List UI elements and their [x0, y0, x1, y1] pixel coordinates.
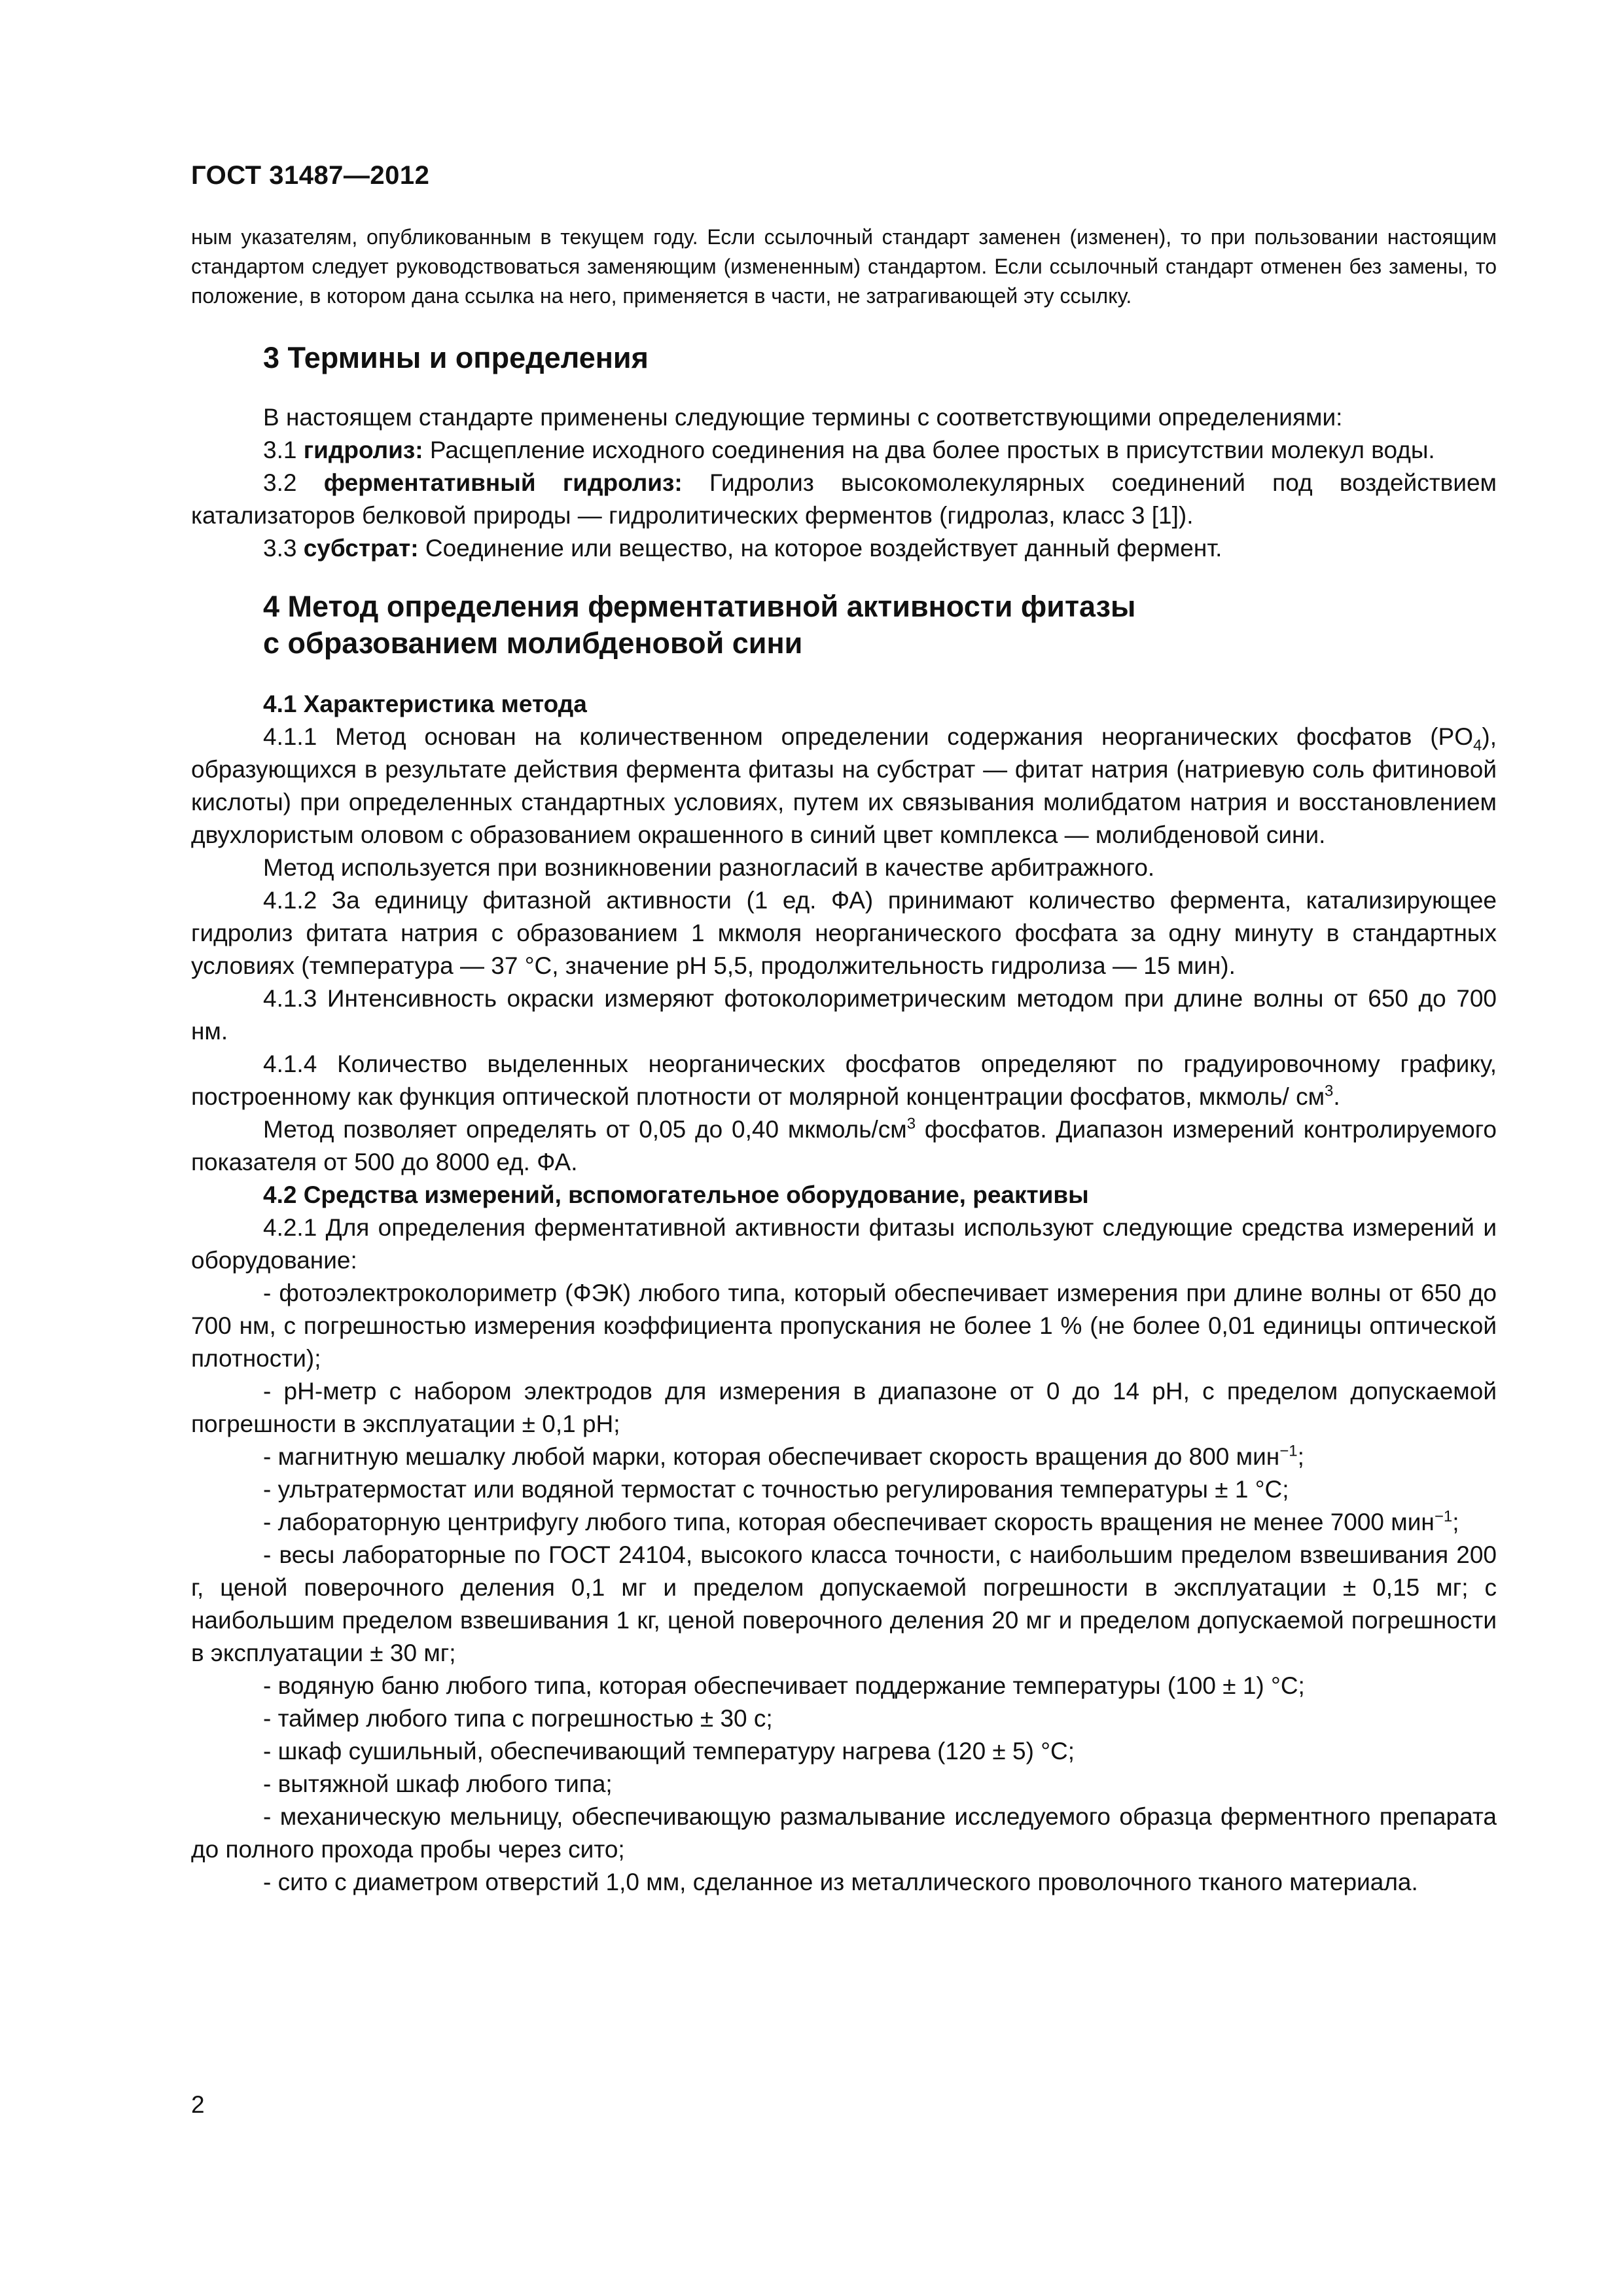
- paragraph-4-1-4-range: [191, 1113, 1497, 1179]
- paragraph-4-1-3: 4.1.3 Интенсивность окраски измеряют фотоколориметрическим методом при длине волны от 650 до 700 нм.: [191, 985, 1497, 1045]
- text-run: ;: [1297, 1443, 1304, 1470]
- subsection-4-1-title: 4.1 Характеристика метода: [263, 691, 587, 717]
- term-3-2: [191, 467, 1497, 532]
- list-item-mill: - механическую мельницу, обеспечивающую размалывание исследуемого образца ферментного препарата до полного прохода пробы через сито;: [191, 1803, 1497, 1863]
- list-item-sieve: - сито с диаметром отверстий 1,0 мм, сделанное из металлического проволочного тканого материала.: [263, 1869, 1418, 1895]
- list-item-drying-cabinet: - шкаф сушильный, обеспечивающий температуру нагрева (120 ± 5) °С;: [263, 1738, 1075, 1765]
- text-run: ;: [1452, 1509, 1459, 1535]
- subsection-4-2-title: 4.2 Средства измерений, вспомогательное оборудование, реактивы: [263, 1181, 1089, 1208]
- document-header: ГОСТ 31487—2012: [191, 161, 430, 190]
- text-run: - магнитную мешалку любой марки, которая обеспечивает скорость вращения до 800 мин: [263, 1443, 1280, 1470]
- text-run: - лабораторную центрифугу любого типа, которая обеспечивает скорость вращения не менее 7000 мин: [263, 1509, 1435, 1535]
- text-run: .: [1333, 1083, 1340, 1110]
- paragraph-4-2-1: 4.2.1 Для определения ферментативной активности фитазы используют следующие средства измерений и оборудование:: [191, 1214, 1497, 1274]
- list-item-photocolorimeter: - фотоэлектроколориметр (ФЭК) любого типа, который обеспечивает измерения при длине волны от 650 до 700 нм, с погрешностью измерения коэффициента пропускания не более 1 % (не более 0,01 единицы оптической плотности);: [191, 1280, 1497, 1372]
- paragraph-4-1-1: [191, 721, 1497, 852]
- term-name: ферментативный гидролиз:: [323, 469, 683, 496]
- superscript: 3: [1325, 1082, 1334, 1100]
- list-item-timer: - таймер любого типа с погрешностью ± 30 с;: [263, 1705, 773, 1732]
- term-number: 3.2: [263, 469, 297, 496]
- intro-paragraph: ным указателям, опубликованным в текущем году. Если ссылочный стандарт заменен (изменен), то при пользовании настоящим стандартом следует руководствоваться заменяющим (измененным) стандартом. Если ссылочный стандарт отменен без замены, то положение, в котором дана ссылка на него, применяется в части, не затрагивающей эту ссылку.: [191, 225, 1497, 308]
- section-3-lead: В настоящем стандарте применены следующие термины с соответствующими определениями:: [263, 404, 1343, 431]
- term-definition: Гидролиз высокомолекулярных соединений под воздействием катализаторов белковой природы — гидролитических ферментов (гидролаз, класс 3 [1]).: [191, 469, 1497, 529]
- list-item-scales: - весы лабораторные по ГОСТ 24104, высокого класса точности, с наибольшим пределом взвешивания 200 г, ценой поверочного деления 0,1 мг и пределом допускаемой погрешности в эксплуатации ± 0,15 мг; с наибольшим пределом взвешивания 1 кг, ценой поверочного деления 20 мг и пределом допускаемой погрешности в эксплуатации ± 30 мг;: [191, 1541, 1497, 1666]
- term-definition: Соединение или вещество, на которое воздействует данный фермент.: [425, 535, 1222, 562]
- text-run: 4.1.1 Метод основан на количественном определении содержания неорганических фосфатов (PO: [263, 723, 1474, 750]
- term-3-3: [191, 532, 1497, 565]
- section-3-title: 3 Термины и определения: [263, 341, 649, 374]
- paragraph-4-1-1-arbitration: Метод используется при возникновении разногласий в качестве арбитражного.: [263, 854, 1155, 881]
- text-run: 4.1.4 Количество выделенных неорганических фосфатов определяют по градуировочному графику, построенному как функция оптической плотности от молярной концентрации фосфатов, мкмоль/ см: [191, 1050, 1497, 1110]
- text-run: ), образующихся в результате действия фермента фитазы на субстрат — фитат натрия (натриевую соль фитиновой кислоты) при определенных стандартных условиях, путем их связывания молибдатом натрия и восстановлением двухлористым оловом с образованием окрашенного в синий цвет комплекса — молибденовой сини.: [191, 723, 1497, 848]
- paragraph-4-1-2: 4.1.2 За единицу фитазной активности (1 ед. ФА) принимают количество фермента, катализирующее гидролиз фитата натрия с образованием 1 мкмоля неорганического фосфата за одну минуту в стандартных условиях (температура — 37 °С, значение рН 5,5, продолжительность гидролиза — 15 мин).: [191, 887, 1497, 979]
- list-item-centrifuge: [191, 1506, 1497, 1539]
- subscript: 4: [1473, 736, 1482, 755]
- list-item-fume-hood: - вытяжной шкаф любого типа;: [263, 1770, 613, 1797]
- list-item-magnetic-mixer: [191, 1441, 1497, 1473]
- list-item-thermostat: - ультратермостат или водяной термостат с точностью регулирования температуры ± 1 °С;: [263, 1476, 1289, 1503]
- term-definition: Расщепление исходного соединения на два более простых в присутствии молекул воды.: [429, 437, 1435, 463]
- superscript: −1: [1279, 1442, 1298, 1460]
- list-item-ph-meter: - рН-метр с набором электродов для измерения в диапазоне от 0 до 14 рН, с пределом допускаемой погрешности в эксплуатации ± 0,1 рН;: [191, 1378, 1497, 1437]
- term-number: 3.3: [263, 535, 297, 562]
- text-run: фосфатов. Диапазон измерений контролируемого показателя от 500 до 8000 ед. ФА.: [191, 1116, 1497, 1175]
- text-run: Метод позволяет определять от 0,05 до 0,40 мкмоль/см: [263, 1116, 907, 1143]
- term-number: 3.1: [263, 437, 297, 463]
- section-4-title-line1: 4 Метод определения ферментативной активности фитазы: [263, 590, 1136, 623]
- superscript: −1: [1434, 1507, 1453, 1526]
- term-name: субстрат:: [303, 535, 419, 562]
- paragraph-4-1-4: [191, 1048, 1497, 1113]
- page-content: [191, 223, 1497, 1899]
- superscript: 3: [906, 1115, 916, 1133]
- list-item-water-bath: - водяную баню любого типа, которая обеспечивает поддержание температуры (100 ± 1) °С;: [263, 1672, 1305, 1699]
- term-3-1: [191, 434, 1497, 467]
- section-4-title-line2: с образованием молибденовой сини: [263, 626, 803, 660]
- page-number: 2: [191, 2091, 205, 2118]
- term-name: гидролиз:: [303, 437, 423, 463]
- section-4-title: [191, 588, 1497, 662]
